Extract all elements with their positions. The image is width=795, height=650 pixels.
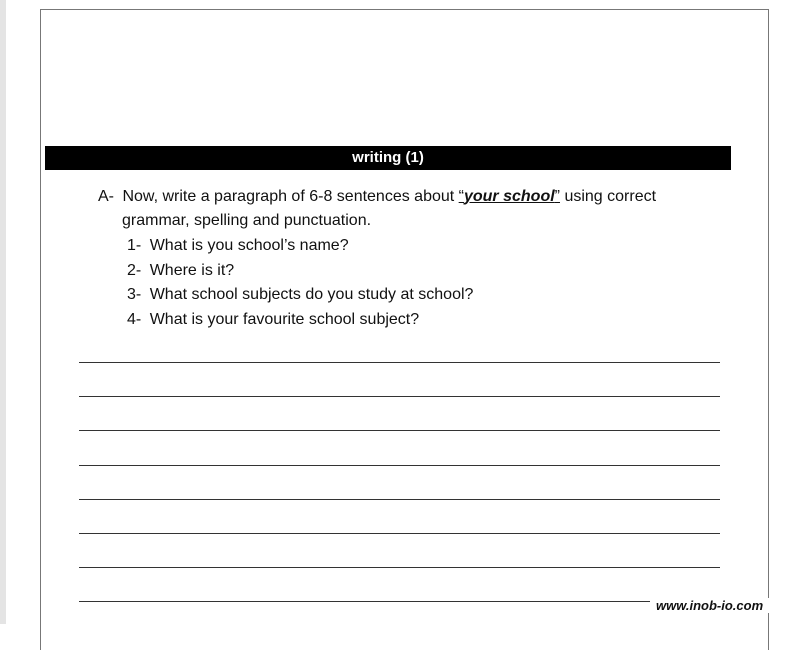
quote-open: “ xyxy=(458,188,464,205)
question-text: What is your favourite school subject? xyxy=(149,310,420,328)
quote-close: ” xyxy=(554,188,560,205)
writing-line xyxy=(79,362,720,363)
watermark: www.inob-io.com xyxy=(650,598,769,613)
viewer-gutter xyxy=(0,0,6,624)
writing-line xyxy=(79,465,720,466)
writing-line xyxy=(79,430,720,431)
question-number: 3- xyxy=(127,286,142,303)
question-text: What school subjects do you study at school? xyxy=(149,286,474,303)
instruction-emphasis: your school xyxy=(463,188,555,205)
question-item xyxy=(127,259,234,284)
question-text: Where is it? xyxy=(149,261,235,279)
instruction-text-after: using correct xyxy=(560,188,657,205)
question-number: 2- xyxy=(127,261,142,279)
question-number: 4- xyxy=(127,310,142,328)
instruction-line-2: grammar, spelling and punctuation. xyxy=(122,212,372,229)
writing-line xyxy=(79,533,720,534)
writing-line xyxy=(79,567,720,568)
instruction-prefix: A- xyxy=(98,188,114,205)
question-text: What is you school’s name? xyxy=(149,237,349,254)
writing-line xyxy=(79,396,720,397)
section-title: writing (1) xyxy=(45,146,731,170)
question-item xyxy=(127,234,349,259)
instruction-line-1 xyxy=(98,185,656,210)
writing-line xyxy=(79,499,720,500)
question-number: 1- xyxy=(127,237,142,254)
question-item xyxy=(127,308,419,333)
writing-line xyxy=(79,601,650,602)
instruction-text: Now, write a paragraph of 6-8 sentences about xyxy=(122,188,459,205)
question-item xyxy=(127,283,473,308)
